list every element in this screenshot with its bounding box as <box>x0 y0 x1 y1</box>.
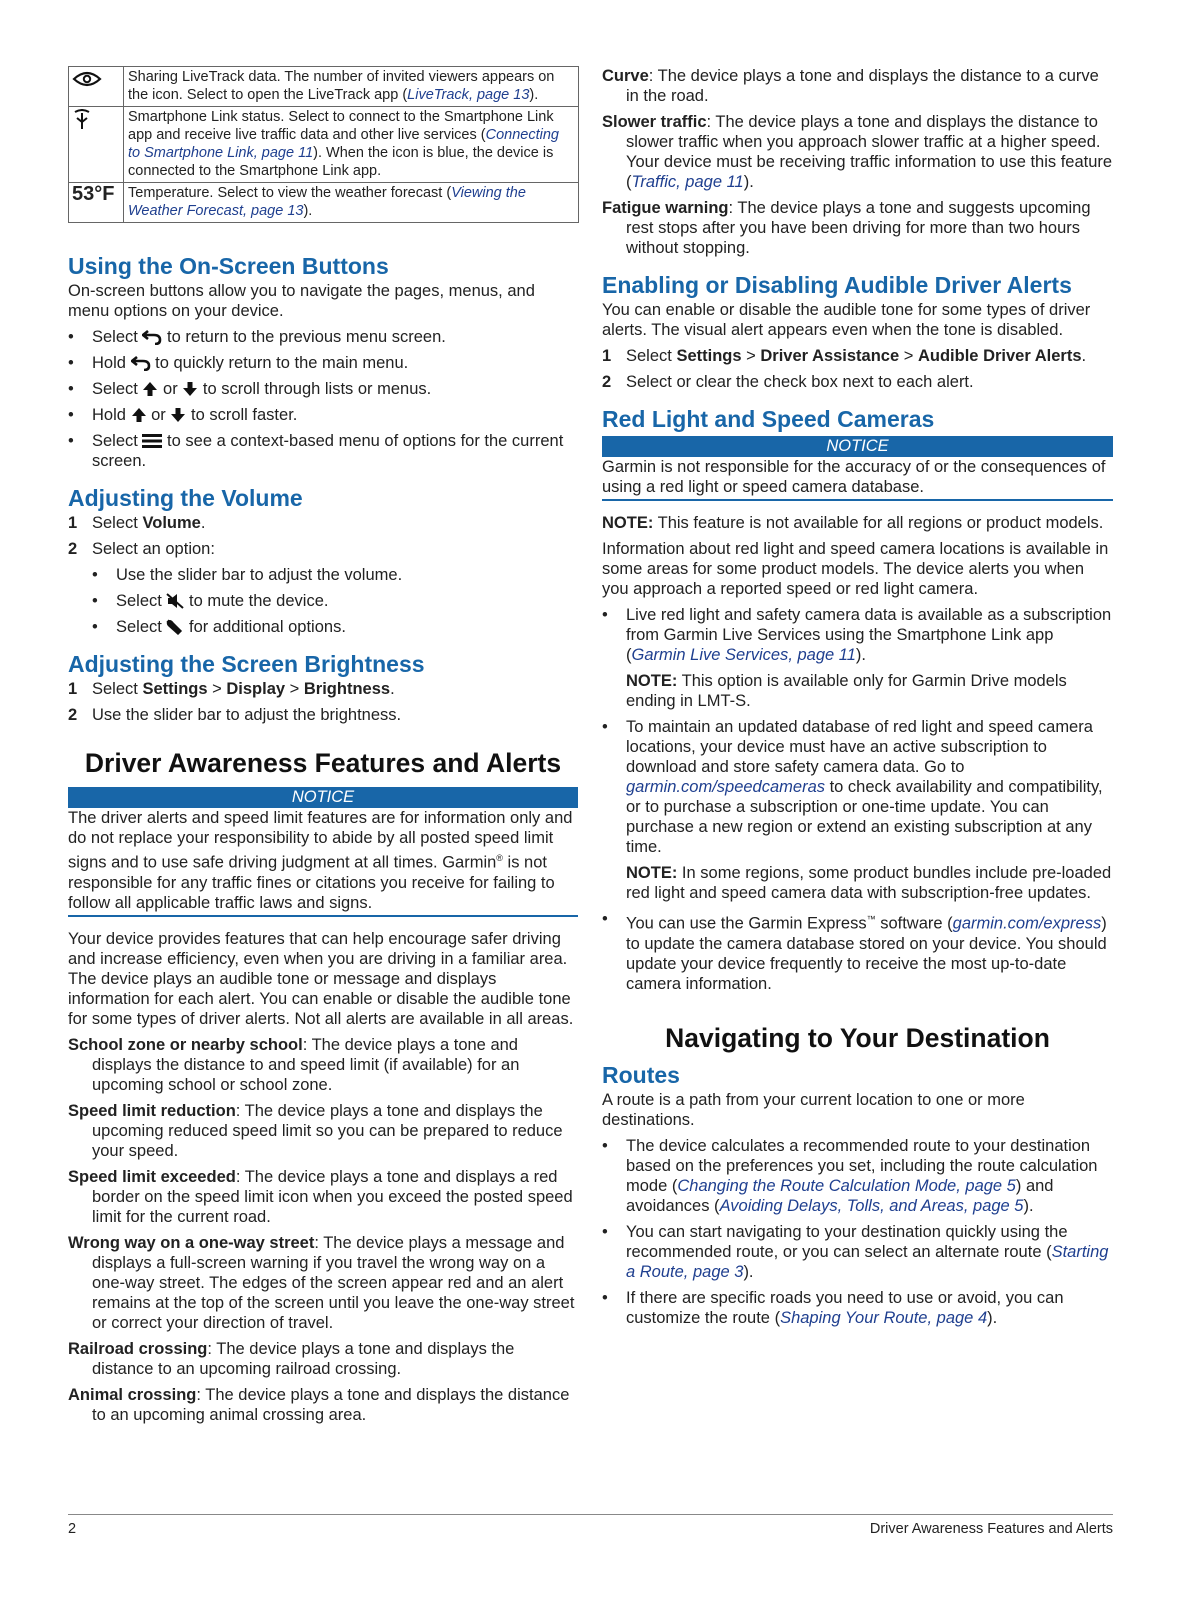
icon-description: Temperature. Select to view the weather forecast (Viewing the Weather Forecast, page 13). <box>124 183 579 223</box>
garmin-live-services-link[interactable]: Garmin Live Services, page 11 <box>631 646 856 664</box>
page-footer <box>68 1514 1113 1537</box>
menu-icon <box>142 433 162 449</box>
icon-description: Smartphone Link status. Select to connect to the Smartphone Link app and receive live traffic data and other live services (Connecting to Smartphone Link, page 11). When the icon is blue, the device is connected to the Smartphone Link app. <box>124 107 579 183</box>
brightness-steps <box>68 679 578 725</box>
avoiding-delays-link[interactable]: Avoiding Delays, Tolls, and Areas, page 5 <box>719 1196 1024 1215</box>
alert-item: Curve: The device plays a tone and displays the distance to a curve in the road. <box>602 67 1099 105</box>
icon-description: Sharing LiveTrack data. The number of invited viewers appears on the icon. Select to open the LiveTrack app (LiveTrack, page 13). <box>124 67 579 107</box>
alert-item: Speed limit exceeded: The device plays a tone and displays a red border on the speed limit icon when you exceed the posted speed limit for the current road. <box>68 1167 573 1226</box>
brightness-heading: Adjusting the Screen Brightness <box>68 651 425 677</box>
notice-text: Garmin is not responsible for the accuracy of or the consequences of using a red light or speed camera database. <box>602 457 1113 501</box>
onscreen-intro: On-screen buttons allow you to navigate the pages, menus, and menu options on your device. <box>68 282 535 320</box>
list-item: • To maintain an updated database of red light and speed camera locations, your device must have an active subscription to download and store safety camera data. Go to garmin.com/speedcameras to check availability and compatibility, or to purchase a subscription or one-time update. You can purchase a new region or extend an existing subscription at any time. NOTE: In some regions, some product bundles include pre-loaded red light and speed camera data with subscription-free updates. <box>602 717 1113 903</box>
note: NOTE: In some regions, some product bundles include pre-loaded red light and speed camera data with subscription-free updates. <box>626 864 1112 902</box>
onscreen-list <box>68 327 578 471</box>
note: NOTE: This feature is not available for all regions or product models. <box>602 514 1104 532</box>
alert-item: Railroad crossing: The device plays a tone and displays the distance to an upcoming railroad crossing. <box>68 1339 515 1378</box>
footer-title: Driver Awareness Features and Alerts <box>869 1521 1113 1537</box>
up-arrow-icon <box>142 381 158 397</box>
table-row <box>69 183 579 223</box>
list-item: 2 Select or clear the check box next to each alert. <box>602 373 974 391</box>
list-item: • Select or to scroll through lists or menus. <box>68 379 578 399</box>
starting-route-link[interactable]: Starting a Route, page 3 <box>626 1242 1109 1281</box>
down-arrow-icon <box>170 407 186 423</box>
shaping-route-link[interactable]: Shaping Your Route, page 4 <box>780 1308 988 1327</box>
routes-list <box>602 1136 1113 1328</box>
eye-icon <box>72 69 102 89</box>
alert-list <box>68 1035 578 1425</box>
list-item: • Select to return to the previous menu screen. <box>68 327 578 347</box>
mute-icon <box>166 593 184 609</box>
wrench-icon <box>166 619 184 635</box>
volume-heading: Adjusting the Volume <box>68 485 303 511</box>
list-item: 1 Select Settings > Driver Assistance > Audible Driver Alerts. <box>602 347 1087 365</box>
right-column <box>602 66 1113 1334</box>
alert-item: Slower traffic: The device plays a tone and displays the distance to slower traffic when you approach slower traffic at a higher speed. Your device must be receiving traffic information to use this feature (Traffic, page 11). <box>602 113 1113 191</box>
table-row <box>69 67 579 107</box>
alert-item: School zone or nearby school: The device plays a tone and displays the distance to and speed limit (if available) for an upcoming school or school zone. <box>68 1035 520 1094</box>
audible-alerts-heading: Enabling or Disabling Audible Driver Alerts <box>602 272 1072 298</box>
camera-list <box>602 605 1113 994</box>
down-arrow-icon <box>182 381 198 397</box>
alert-item: Fatigue warning: The device plays a tone and suggests upcoming rest stops after you have been driving for more than two hours without stopping. <box>602 199 1091 257</box>
navigating-title: Navigating to Your Destination <box>665 1022 1050 1053</box>
up-arrow-icon <box>131 407 147 423</box>
route-calculation-link[interactable]: Changing the Route Calculation Mode, page 5 <box>677 1176 1016 1195</box>
list-item: • You can start navigating to your destination quickly using the recommended route, or you can select an alternate route (Starting a Route, page 3). <box>602 1222 1113 1282</box>
alert-item: Speed limit reduction: The device plays a tone and displays the upcoming reduced speed limit so you can be prepared to reduce your speed. <box>68 1101 563 1160</box>
volume-steps <box>68 513 578 559</box>
list-item: 1 Select Volume. <box>68 514 206 532</box>
cameras-heading: Red Light and Speed Cameras <box>602 406 935 432</box>
notice-banner: NOTICE <box>68 787 578 808</box>
status-icon-table <box>68 66 579 223</box>
smartphone-link-link[interactable]: Connecting to Smartphone Link, page 11 <box>128 127 559 161</box>
camera-info: Information about red light and speed camera locations is available in some areas for some product models. The device alerts you when you approach a reported speed or red light camera. <box>602 540 1109 598</box>
list-item: • Use the slider bar to adjust the volume. <box>68 565 578 585</box>
list-item: • Select to see a context-based menu of options for the current screen. <box>68 431 578 471</box>
list-item: 2 Use the slider bar to adjust the brightness. <box>68 706 402 724</box>
back-icon <box>131 355 151 371</box>
page-number: 2 <box>68 1521 77 1537</box>
back-icon <box>142 329 162 345</box>
traffic-link[interactable]: Traffic, page 11 <box>631 173 744 191</box>
speedcameras-url[interactable]: garmin.com/speedcameras <box>626 778 825 796</box>
note: NOTE: This option is available only for Garmin Drive models ending in LMT-S. <box>626 672 1067 710</box>
list-item: • Hold or to scroll faster. <box>68 405 578 425</box>
alert-item: Wrong way on a one-way street: The device plays a message and displays a full-screen warning if you travel the wrong way on a one-way street. The edges of the screen appear red and an alert remains at the top of the screen until you leave the one-way street or correct your direction of travel. <box>68 1233 575 1332</box>
alert-item: Animal crossing: The device plays a tone and displays the distance to an upcoming animal crossing area. <box>68 1385 570 1424</box>
list-item: • Live red light and safety camera data is available as a subscription from Garmin Live Services using the Smartphone Link app (Garmin Live Services, page 11). NOTE: This option is available only for Garmin Drive models ending in LMT-S. <box>602 605 1113 711</box>
list-item: • The device calculates a recommended route to your destination based on the preferences you set, including the route calculation mode (Changing the Route Calculation Mode, page 5) and avoidances (Avoiding Delays, Tolls, and Areas, page 5). <box>602 1136 1113 1216</box>
list-item: 2 Select an option: <box>68 540 215 558</box>
table-row <box>69 107 579 183</box>
weather-forecast-link[interactable]: Viewing the Weather Forecast, page 13 <box>128 185 526 219</box>
icon-cell <box>69 107 124 183</box>
temperature-icon: 53°F <box>69 183 124 223</box>
volume-options <box>68 565 578 637</box>
list-item: • If there are specific roads you need to use or avoid, you can customize the route (Shaping Your Route, page 4). <box>602 1288 1113 1328</box>
list-item: 1 Select Settings > Display > Brightness. <box>68 680 395 698</box>
left-column <box>68 66 578 1431</box>
driver-awareness-title: Driver Awareness Features and Alerts <box>84 748 562 778</box>
routes-heading: Routes <box>602 1061 680 1088</box>
audible-intro: You can enable or disable the audible tone for some types of driver alerts. The visual alert appears even when the tone is disabled. <box>602 301 1091 339</box>
audible-steps <box>602 346 1113 392</box>
driver-intro: Your device provides features that can help encourage safer driving and increase efficiency, even when you are driving in a familiar area. The device plays an audible tone or message and displays information for each alert. You can enable or disable the audible tone for some types of driver alerts. Not all alerts are available in all areas. <box>68 929 574 1028</box>
routes-intro: A route is a path from your current location to one or more destinations. <box>602 1090 1025 1129</box>
onscreen-buttons-heading: Using the On-Screen Buttons <box>68 253 389 279</box>
list-item: • You can use the Garmin Express™ software (garmin.com/express) to update the camera database stored on your device. You should update your device frequently to receive the most up-to-date camera information. <box>602 909 1113 994</box>
livetrack-link[interactable]: LiveTrack, page 13 <box>407 87 530 103</box>
icon-cell <box>69 67 124 107</box>
list-item: • Select for additional options. <box>68 617 578 637</box>
notice-banner: NOTICE <box>602 436 1113 457</box>
notice-text: The driver alerts and speed limit features are for information only and do not replace your responsibility to abide by all posted speed limit signs and to use safe driving judgment at all times. Garmin® is not responsible for any traffic fines or citations you receive for failing to follow all applicable traffic laws and signs. <box>68 808 578 917</box>
list-item: • Select to mute the device. <box>68 591 578 611</box>
smartphone-link-icon <box>72 109 92 131</box>
list-item: • Hold to quickly return to the main menu. <box>68 353 578 373</box>
garmin-express-url[interactable]: garmin.com/express <box>952 914 1102 933</box>
